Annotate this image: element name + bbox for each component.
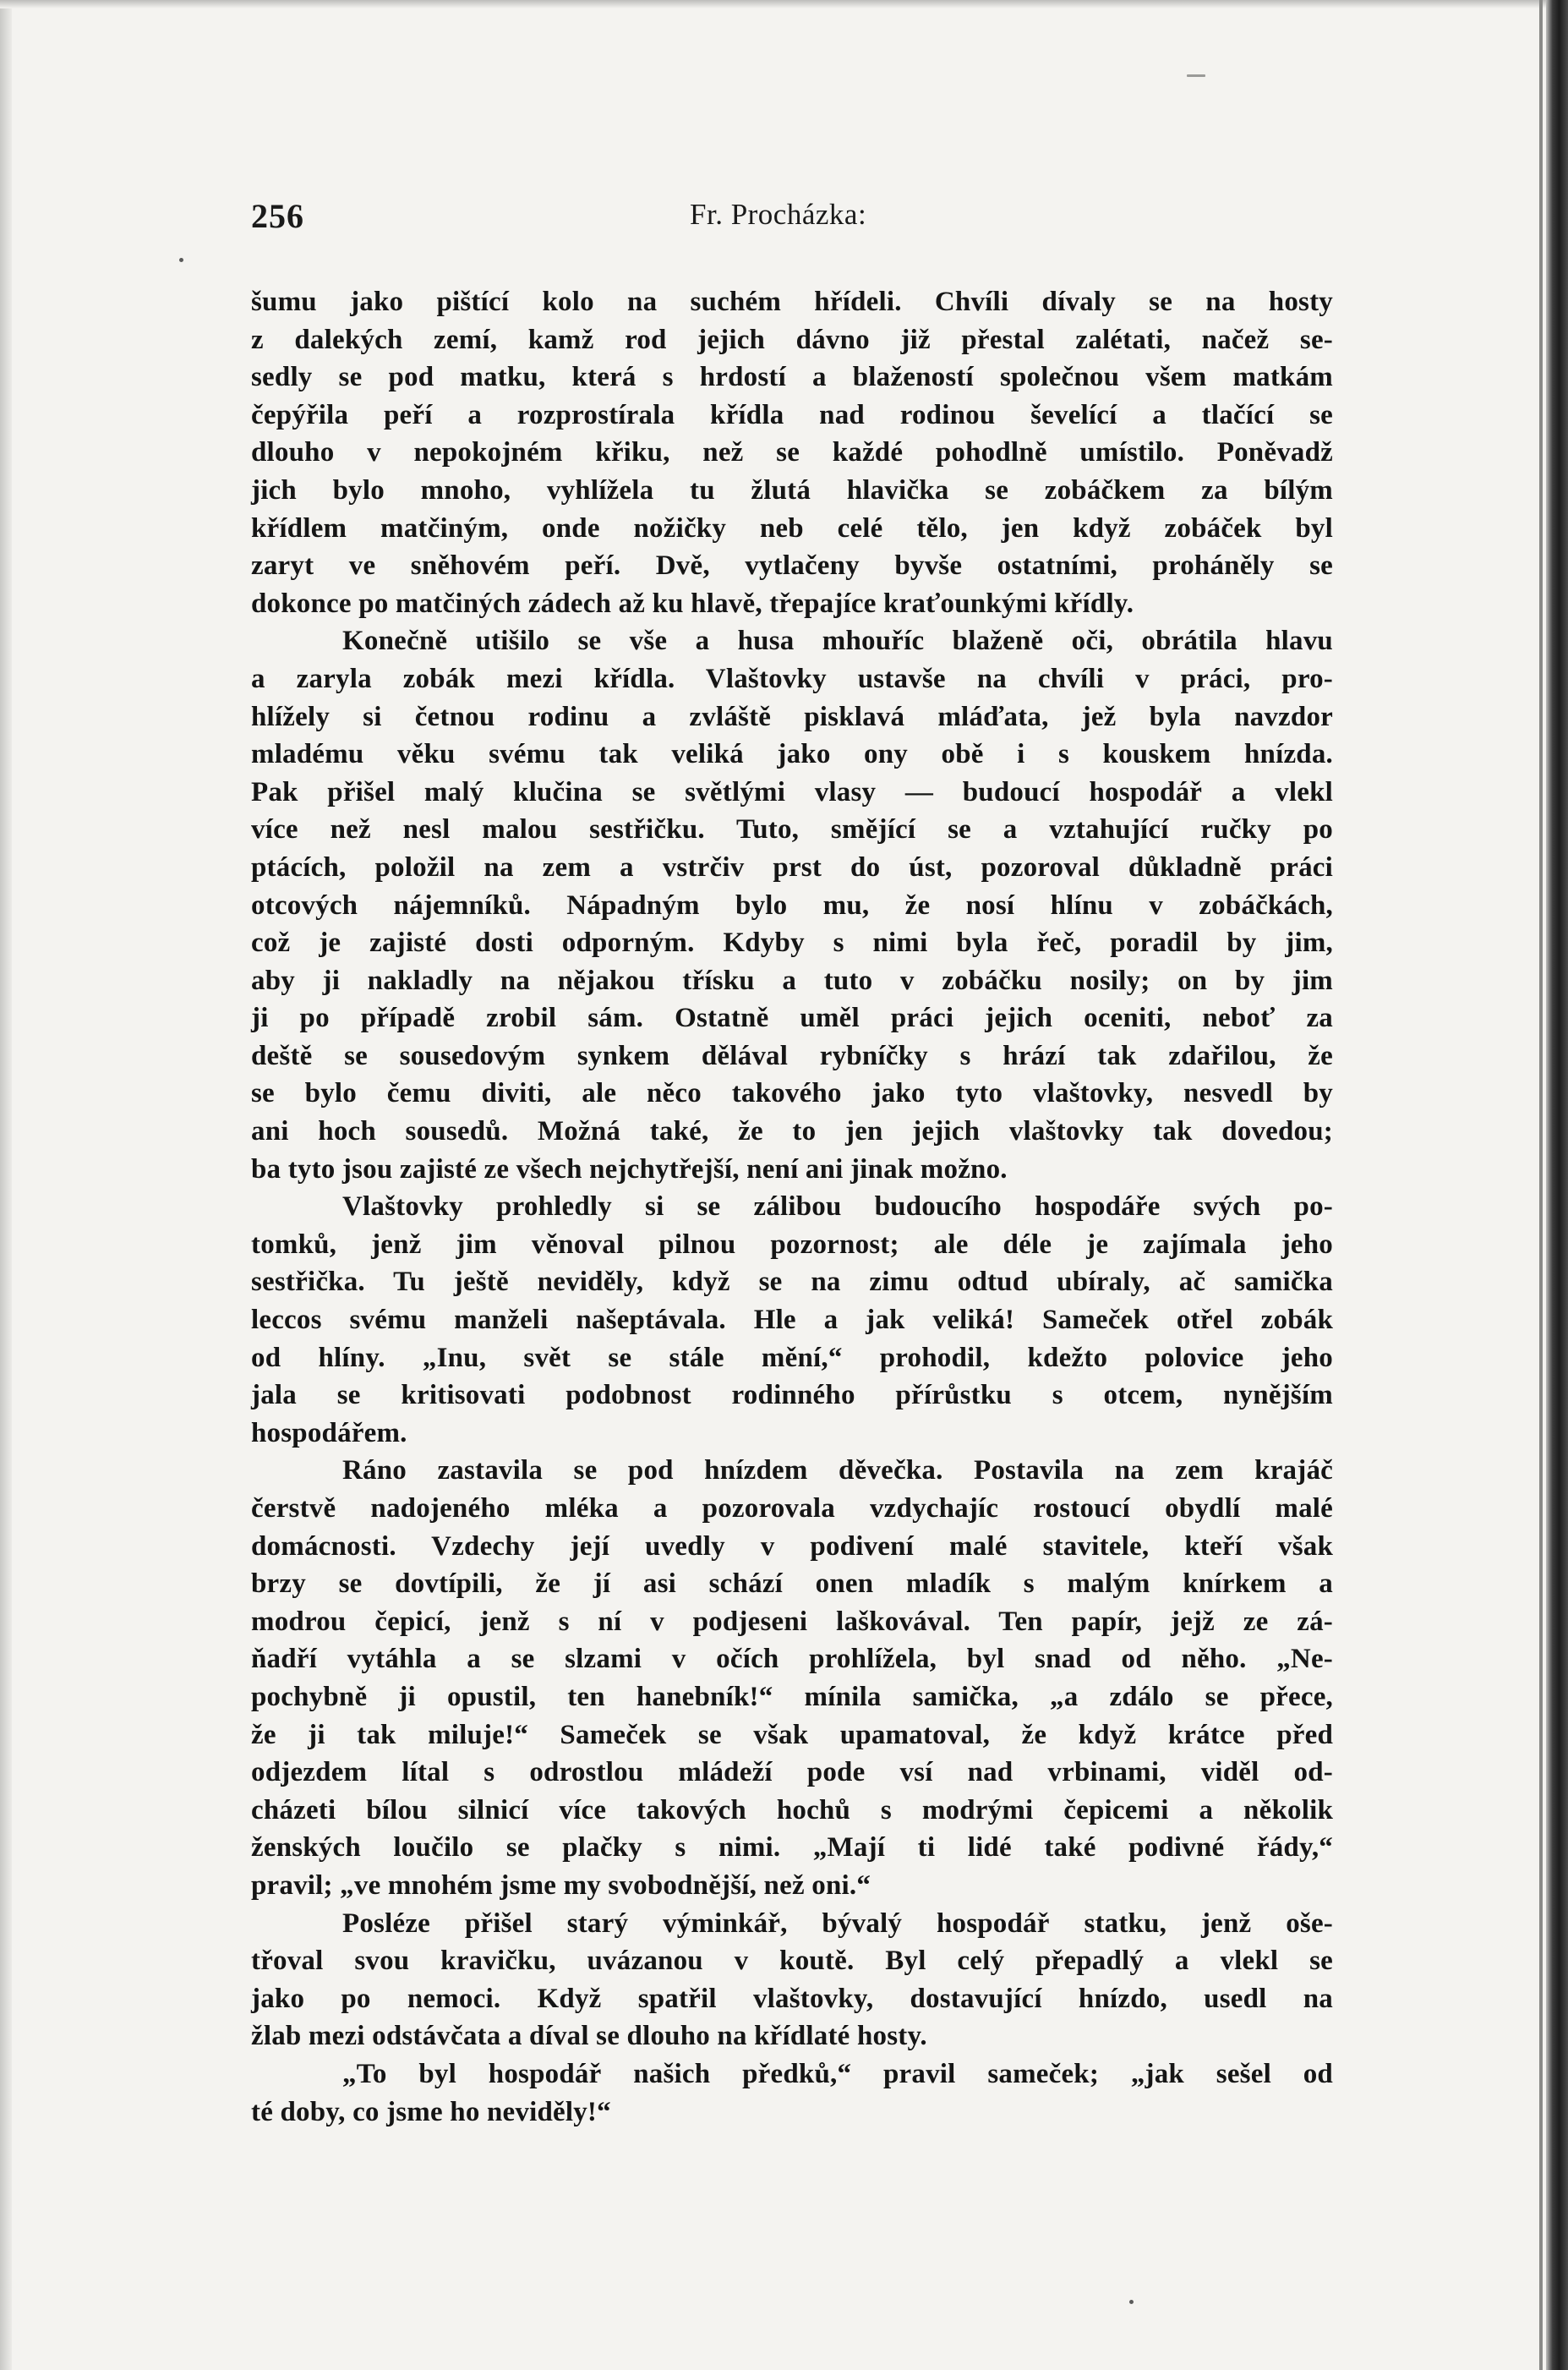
text-line: Pak přišel malý klučina se světlými vlasy — budoucí hospodář a vlekl	[251, 776, 1333, 807]
text-line: hlížely si četnou rodinu a zvláště pisklavá mláďata, jež byla navzdor	[251, 701, 1333, 732]
text-line: mladému věku svému tak veliká jako ony obě i s kouskem hnízda.	[251, 739, 1333, 770]
text-line: cházeti bílou silnicí více takových hochů s modrými čepicemi a několik	[251, 1794, 1333, 1825]
text-line: třoval svou kravičku, uvázanou v koutě. Byl celý přepadlý a vlekl se	[251, 1946, 1333, 1977]
text-line: pochybně ji opustil, ten hanebník!“ mínila samička, „a zdálo se přece,	[251, 1681, 1333, 1712]
scan-speck	[1187, 74, 1205, 77]
text-line: ani hoch sousedů. Možná také, že to jen jejich vlaštovky tak dovedou;	[251, 1116, 1333, 1147]
scan-speck	[1129, 2300, 1134, 2304]
text-line: modrou čepicí, jenž s ní v podjeseni laškovával. Ten papír, jejž ze zá-	[251, 1606, 1333, 1637]
text-line: dokonce po matčiných zádech až ku hlavě, třepajíce kraťounkými křídly.	[251, 588, 1134, 619]
body-text	[251, 283, 1333, 2131]
text-line: čepýřila peří a rozprostírala křídla nad rodinou ševelící a tlačící se	[251, 399, 1333, 430]
text-line: ji po případě zrobil sám. Ostatně uměl práci jejich oceniti, neboť za	[251, 1003, 1333, 1034]
text-line: jala se kritisovati podobnost rodinného přírůstku s otcem, nynějším	[251, 1380, 1333, 1411]
text-line: což je zajisté dosti odporným. Kdyby s nimi byla řeč, poradil by jim,	[251, 928, 1333, 959]
text-line: sedly se pod matku, která s hrdostí a blažeností společnou všem matkám	[251, 362, 1333, 393]
text-line: šumu jako pištící kolo na suchém hřídeli. Chvíli dívaly se na hosty	[251, 287, 1333, 317]
text-line: aby ji nakladly na nějakou třísku a tuto v zobáčku nosily; on by jim	[251, 965, 1333, 996]
text-line: ba tyto jsou zajisté ze všech nejchytřejší, není ani jinak možno.	[251, 1153, 1008, 1185]
text-line: ptácích, položil na zem a vstrčiv prst do úst, pozoroval důkladně práci	[251, 851, 1333, 883]
text-line: tomků, jenž jim věnoval pilnou pozornost; ale déle je zajímala jeho	[251, 1229, 1333, 1260]
text-line: Konečně utišilo se vše a husa mhouříc blaženě oči, obrátila hlavu	[342, 626, 1333, 657]
page-number: 256	[251, 197, 304, 235]
text-line: více než nesl malou sestřičku. Tuto, smějící se a vztahující ručky po	[251, 814, 1333, 846]
text-line: brzy se dovtípili, že jí asi schází onen mladík s malým knírkem a	[251, 1568, 1333, 1600]
text-line: ňadří vytáhla a se slzami v očích prohlížela, byl snad od něho. „Ne-	[251, 1644, 1333, 1675]
text-line: deště se sousedovým synkem dělával rybníčky s hrází tak zdařilou, že	[251, 1040, 1333, 1071]
text-line: Posléze přišel starý výminkář, bývalý hospodář statku, jenž oše-	[342, 1907, 1333, 1939]
text-line: od hlíny. „Inu, svět se stále mění,“ prohodil, kdežto polovice jeho	[251, 1342, 1333, 1373]
text-line: se bylo čemu diviti, ale něco takového jako tyto vlaštovky, nesvedl by	[251, 1078, 1333, 1109]
text-line: a zaryla zobák mezi křídla. Vlaštovky ustavše na chvíli v práci, pro-	[251, 663, 1333, 694]
text-line: čerstvě nadojeného mléka a pozorovala vzdychajíc rostoucí obydlí malé	[251, 1493, 1333, 1524]
text-line: že ji tak miluje!“ Sameček se však upamatoval, že když krátce před	[251, 1719, 1333, 1750]
scan-speck	[179, 258, 183, 262]
text-line: „To byl hospodář našich předků,“ pravil sameček; „jak sešel od	[342, 2058, 1333, 2089]
scan-edge-top	[0, 0, 1552, 8]
text-line: Ráno zastavila se pod hnízdem děvečka. Postavila na zem krajáč	[342, 1455, 1333, 1486]
page-header	[251, 196, 1333, 244]
text-line: odjezdem lítal s odrostlou mládeží pode vsí nad vrbinami, viděl od-	[251, 1757, 1333, 1788]
text-line: ženských loučilo se plačky s nimi. „Mají ti lidé také podivné řády,“	[251, 1832, 1333, 1864]
text-line: žlab mezi odstávčata a díval se dlouho na křídlaté hosty.	[251, 2021, 927, 2052]
text-line: z dalekých zemí, kamž rod jejich dávno již přestal zalétati, načež se-	[251, 324, 1333, 355]
text-line: jako po nemoci. Když spatřil vlaštovky, dostavující hnízdo, usedl na	[251, 1983, 1333, 2014]
text-line: zaryt ve sněhovém peří. Dvě, vytlačeny byvše ostatními, proháněly se	[251, 550, 1333, 582]
text-line: té doby, co jsme ho neviděly!“	[251, 2096, 611, 2127]
text-line: křídlem matčiným, onde nožičky neb celé tělo, jen když zobáček byl	[251, 512, 1333, 544]
scan-edge-right	[1546, 0, 1568, 2370]
text-line: pravil; „ve mnohém jsme my svobodnější, než oni.“	[251, 1869, 871, 1901]
scan-edge-left	[0, 0, 12, 2370]
text-line: leccos svému manželi našeptávala. Hle a jak veliká! Sameček otřel zobák	[251, 1305, 1333, 1336]
text-line: jich bylo mnoho, vyhlížela tu žlutá hlavička se zobáčkem za bílým	[251, 474, 1333, 506]
text-line: hospodářem.	[251, 1417, 407, 1448]
text-line: otcových nájemníků. Nápadným bylo mu, že nosí hlínu v zobáčkách,	[251, 889, 1333, 921]
running-head: Fr. Procházka:	[690, 198, 867, 231]
text-line: Vlaštovky prohledly si se zálibou budoucího hospodáře svých po-	[342, 1191, 1333, 1223]
text-line: sestřička. Tu ještě neviděly, když se na zimu odtud ubíraly, ač samička	[251, 1267, 1333, 1298]
text-line: domácnosti. Vzdechy její uvedly v podivení malé stavitele, kteří však	[251, 1530, 1333, 1562]
scan-edge-right-line	[1539, 0, 1543, 2370]
text-line: dlouho v nepokojném křiku, než se každé pohodlně umístilo. Poněvadž	[251, 437, 1333, 468]
